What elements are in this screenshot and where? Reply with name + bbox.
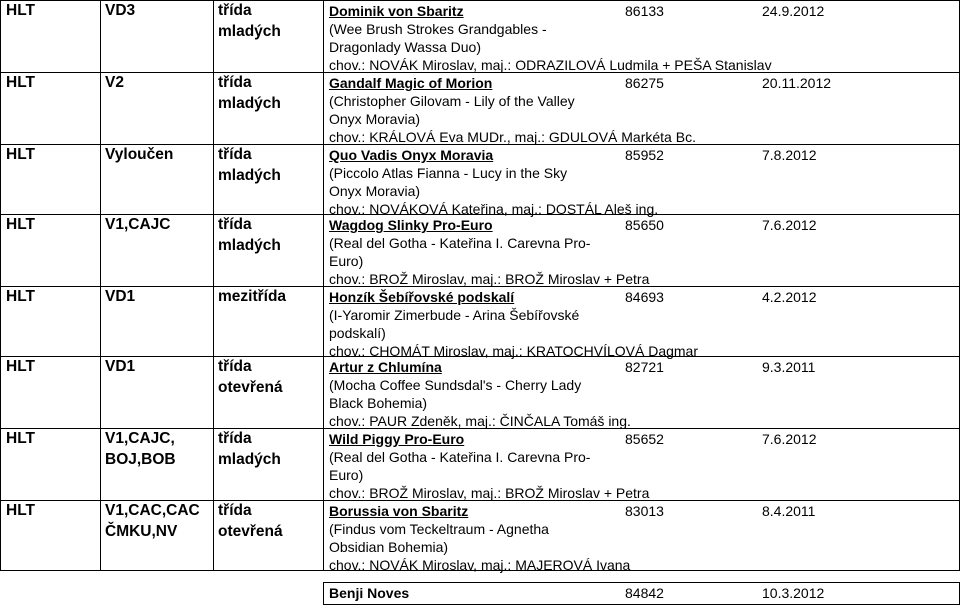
class-label: mladých	[218, 167, 281, 184]
dog-name: Dominik von Sbaritz	[329, 3, 464, 19]
pedigree-line: Obsidian Bohemia)	[329, 539, 449, 555]
pedigree-line: Euro)	[329, 467, 364, 483]
dog-name: Artur z Chlumína	[329, 359, 442, 375]
footer-dog-name: Benji Noves	[329, 585, 410, 601]
pedigree-line: (Wee Brush Strokes Grandgables -	[329, 21, 547, 37]
award: ČMKU,NV	[105, 523, 178, 540]
award: BOJ,BOB	[105, 451, 176, 468]
award: V2	[105, 74, 124, 91]
breeder-owner: chov.: NOVÁK Miroslav, maj.: ODRAZILOVÁ Ludmila + PEŠA Stanislav	[329, 57, 772, 73]
class-label: mladých	[218, 23, 281, 40]
pedigree-line: (I-Yaromir Zimerbude - Arina Šebířovské	[329, 307, 580, 323]
registration-number: 84693	[625, 289, 664, 305]
pedigree-line: Black Bohemia)	[329, 395, 428, 411]
class-label: třída	[218, 146, 252, 163]
pedigree-line: (Christopher Gilovam - Lily of the Valley	[329, 93, 575, 109]
award: Vyloučen	[105, 146, 174, 163]
breed-code: HLT	[6, 216, 35, 233]
registration-number: 83013	[625, 503, 664, 519]
breed-code: HLT	[6, 358, 35, 375]
class-label: mladých	[218, 95, 281, 112]
footer-birth-date: 10.3.2012	[762, 585, 825, 601]
birth-date: 24.9.2012	[762, 3, 825, 19]
registration-number: 86133	[625, 3, 664, 19]
award: VD3	[105, 2, 136, 19]
dog-name: Wild Piggy Pro-Euro	[329, 431, 465, 447]
birth-date: 8.4.2011	[762, 503, 816, 519]
breed-code: HLT	[6, 430, 35, 447]
v-rule	[100, 0, 101, 570]
breed-code: HLT	[6, 146, 35, 163]
class-label: třída	[218, 502, 252, 519]
v-rule	[323, 0, 324, 570]
class-label: třída	[218, 2, 252, 19]
breeder-owner: chov.: CHOMÁT Miroslav, maj.: KRATOCHVÍLOVÁ Dagmar	[329, 343, 699, 359]
award: V1,CAJC	[105, 216, 171, 233]
registration-number: 85652	[625, 431, 664, 447]
pedigree-line: Onyx Moravia)	[329, 183, 421, 199]
dog-name: Gandalf Magic of Morion	[329, 75, 493, 91]
pedigree-line: podskalí)	[329, 325, 386, 341]
class-label: mladých	[218, 451, 281, 468]
v-rule	[323, 582, 324, 605]
pedigree-line: (Piccolo Atlas Fianna - Lucy in the Sky	[329, 165, 568, 181]
pedigree-line: (Findus vom Teckeltraum - Agnetha	[329, 521, 549, 537]
dog-name: Quo Vadis Onyx Moravia	[329, 147, 494, 163]
birth-date: 20.11.2012	[762, 75, 832, 91]
birth-date: 7.6.2012	[762, 431, 817, 447]
breed-code: HLT	[6, 288, 35, 305]
breeder-owner: chov.: KRÁLOVÁ Eva MUDr., maj.: GDULOVÁ Markéta Bc.	[329, 129, 696, 145]
breeder-owner: chov.: BROŽ Miroslav, maj.: BROŽ Miroslav + Petra	[329, 485, 650, 501]
class-label: třída	[218, 74, 252, 91]
pedigree-line: (Real del Gotha - Kateřina I. Carevna Pro-	[329, 235, 591, 251]
class-label: mladých	[218, 237, 281, 254]
award: VD1	[105, 288, 136, 305]
birth-date: 9.3.2011	[762, 359, 816, 375]
pedigree-line: (Mocha Coffee Sundsdal's - Cherry Lady	[329, 377, 582, 393]
breeder-owner: chov.: NOVÁK Miroslav, maj.: MAJEROVÁ Ivana	[329, 557, 631, 573]
class-label: třída	[218, 430, 252, 447]
class-label: otevřená	[218, 379, 283, 396]
breeder-owner: chov.: NOVÁKOVÁ Kateřina, maj.: DOSTÁL Aleš ing.	[329, 201, 659, 217]
birth-date: 7.8.2012	[762, 147, 817, 163]
pedigree-line: Euro)	[329, 253, 364, 269]
registration-number: 85650	[625, 217, 664, 233]
dog-name: Wagdog Slinky Pro-Euro	[329, 217, 493, 233]
award: V1,CAC,CAC	[105, 502, 200, 519]
dog-name: Borussia von Sbaritz	[329, 503, 469, 519]
award: VD1	[105, 358, 136, 375]
h-rule	[323, 582, 960, 583]
award: V1,CAJC,	[105, 430, 175, 447]
breed-code: HLT	[6, 2, 35, 19]
dog-name: Honzík Šebířovské podskalí	[329, 289, 515, 305]
class-label: třída	[218, 216, 252, 233]
birth-date: 7.6.2012	[762, 217, 817, 233]
footer-registration-number: 84842	[625, 585, 664, 601]
v-rule	[0, 0, 1, 570]
breeder-owner: chov.: BROŽ Miroslav, maj.: BROŽ Miroslav + Petra	[329, 271, 650, 287]
class-label: třída	[218, 358, 252, 375]
registration-number: 86275	[625, 75, 664, 91]
v-rule	[213, 0, 214, 570]
pedigree-line: (Real del Gotha - Kateřina I. Carevna Pro-	[329, 449, 591, 465]
h-rule	[0, 0, 960, 1]
birth-date: 4.2.2012	[762, 289, 817, 305]
breed-code: HLT	[6, 502, 35, 519]
pedigree-line: Dragonlady Wassa Duo)	[329, 39, 481, 55]
breed-code: HLT	[6, 74, 35, 91]
pedigree-line: Onyx Moravia)	[329, 111, 421, 127]
registration-number: 82721	[625, 359, 664, 375]
class-label: otevřená	[218, 523, 283, 540]
class-label: mezitřída	[218, 288, 287, 305]
breeder-owner: chov.: PAUR Zdeněk, maj.: ČINČALA Tomáš ing.	[329, 413, 631, 429]
registration-number: 85952	[625, 147, 664, 163]
